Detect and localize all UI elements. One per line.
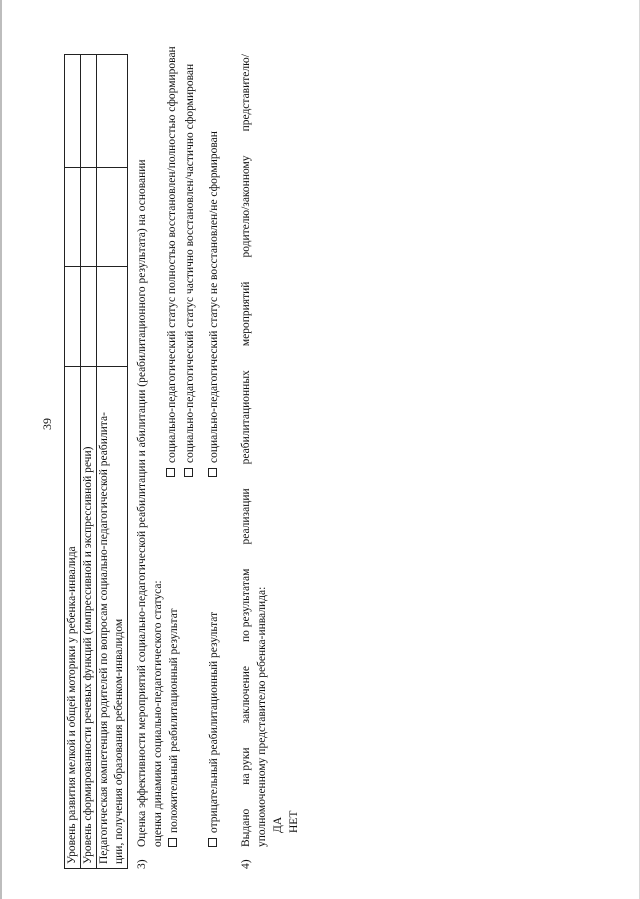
heading-word: реабилитационных bbox=[240, 370, 252, 465]
table-cell-label-line: ции, получения образования ребенком-инвалидом bbox=[113, 618, 125, 864]
negative-result-option[interactable] bbox=[206, 612, 222, 847]
section-heading-line: Оценка эффективности мероприятий социально-педагогической реабилитации и абилитации (реабилитационного результата) на основании bbox=[136, 159, 148, 847]
page-number: 39 bbox=[40, 418, 54, 430]
option-label: отрицательный реабилитационный результат bbox=[208, 611, 220, 833]
table-cell-label-line: Педагогическая компетенция родителей по вопросам социально-педагогической реабилита- bbox=[98, 412, 110, 864]
table-cell bbox=[97, 55, 128, 168]
table-cell bbox=[97, 168, 128, 267]
table-cell bbox=[81, 267, 97, 366]
table-row bbox=[81, 55, 97, 869]
heading-word: на руки bbox=[240, 747, 252, 785]
heading-word: Выдано bbox=[240, 808, 252, 847]
heading-word: родителю/законному bbox=[240, 155, 252, 258]
section-heading-line: уполномоченному представителю ребенка-инвалида: bbox=[256, 586, 268, 847]
option-label: социально-педагогический статус не восстановлен/не сформирован bbox=[208, 131, 220, 463]
heading-word: реализации bbox=[240, 488, 252, 545]
checkbox-icon[interactable] bbox=[168, 838, 177, 847]
option-yes[interactable]: ДА bbox=[272, 816, 284, 833]
section-heading-line: оценки динамики социально-педагогического статуса: bbox=[152, 580, 164, 847]
heading-word: заключение bbox=[240, 666, 252, 724]
section-number: 3) bbox=[136, 859, 148, 869]
table-cell bbox=[81, 55, 97, 168]
section-heading-line bbox=[238, 54, 254, 847]
checkbox-icon[interactable] bbox=[208, 468, 217, 477]
heading-word: представителю/ bbox=[240, 54, 252, 132]
table-cell bbox=[65, 267, 81, 366]
checkbox-icon[interactable] bbox=[184, 468, 193, 477]
section-number: 4) bbox=[240, 859, 252, 869]
checkbox-icon[interactable] bbox=[208, 838, 217, 847]
table-cell bbox=[65, 55, 81, 168]
assessment-table bbox=[64, 54, 128, 869]
table-cell bbox=[81, 168, 97, 267]
heading-word: мероприятий bbox=[240, 281, 252, 347]
option-label: социально-педагогический статус частично восстановлен/частично сформирован bbox=[184, 63, 196, 463]
table-row bbox=[65, 55, 81, 869]
heading-word: по результатам bbox=[240, 568, 252, 642]
status-none-option[interactable] bbox=[206, 131, 222, 477]
table-cell-label: Уровень сформированности речевых функций (импрессивной и экспрессивной речи) bbox=[81, 366, 97, 868]
table-cell-label bbox=[97, 366, 128, 868]
status-partial-option[interactable] bbox=[182, 64, 198, 477]
status-full-option[interactable] bbox=[164, 46, 180, 477]
option-label: социально-педагогический статус полностью восстановлен/полностью сформирован bbox=[166, 46, 178, 463]
table-row bbox=[97, 55, 128, 869]
positive-result-option[interactable] bbox=[166, 608, 182, 847]
checkbox-icon[interactable] bbox=[166, 468, 175, 477]
table-cell bbox=[97, 267, 128, 366]
table-cell bbox=[65, 168, 81, 267]
option-label: положительный реабилитационный результат bbox=[168, 608, 180, 833]
table-cell-label: Уровень развития мелкой и общей моторики у ребенка-инвалида bbox=[65, 366, 81, 868]
option-no[interactable]: НЕТ bbox=[288, 810, 300, 833]
